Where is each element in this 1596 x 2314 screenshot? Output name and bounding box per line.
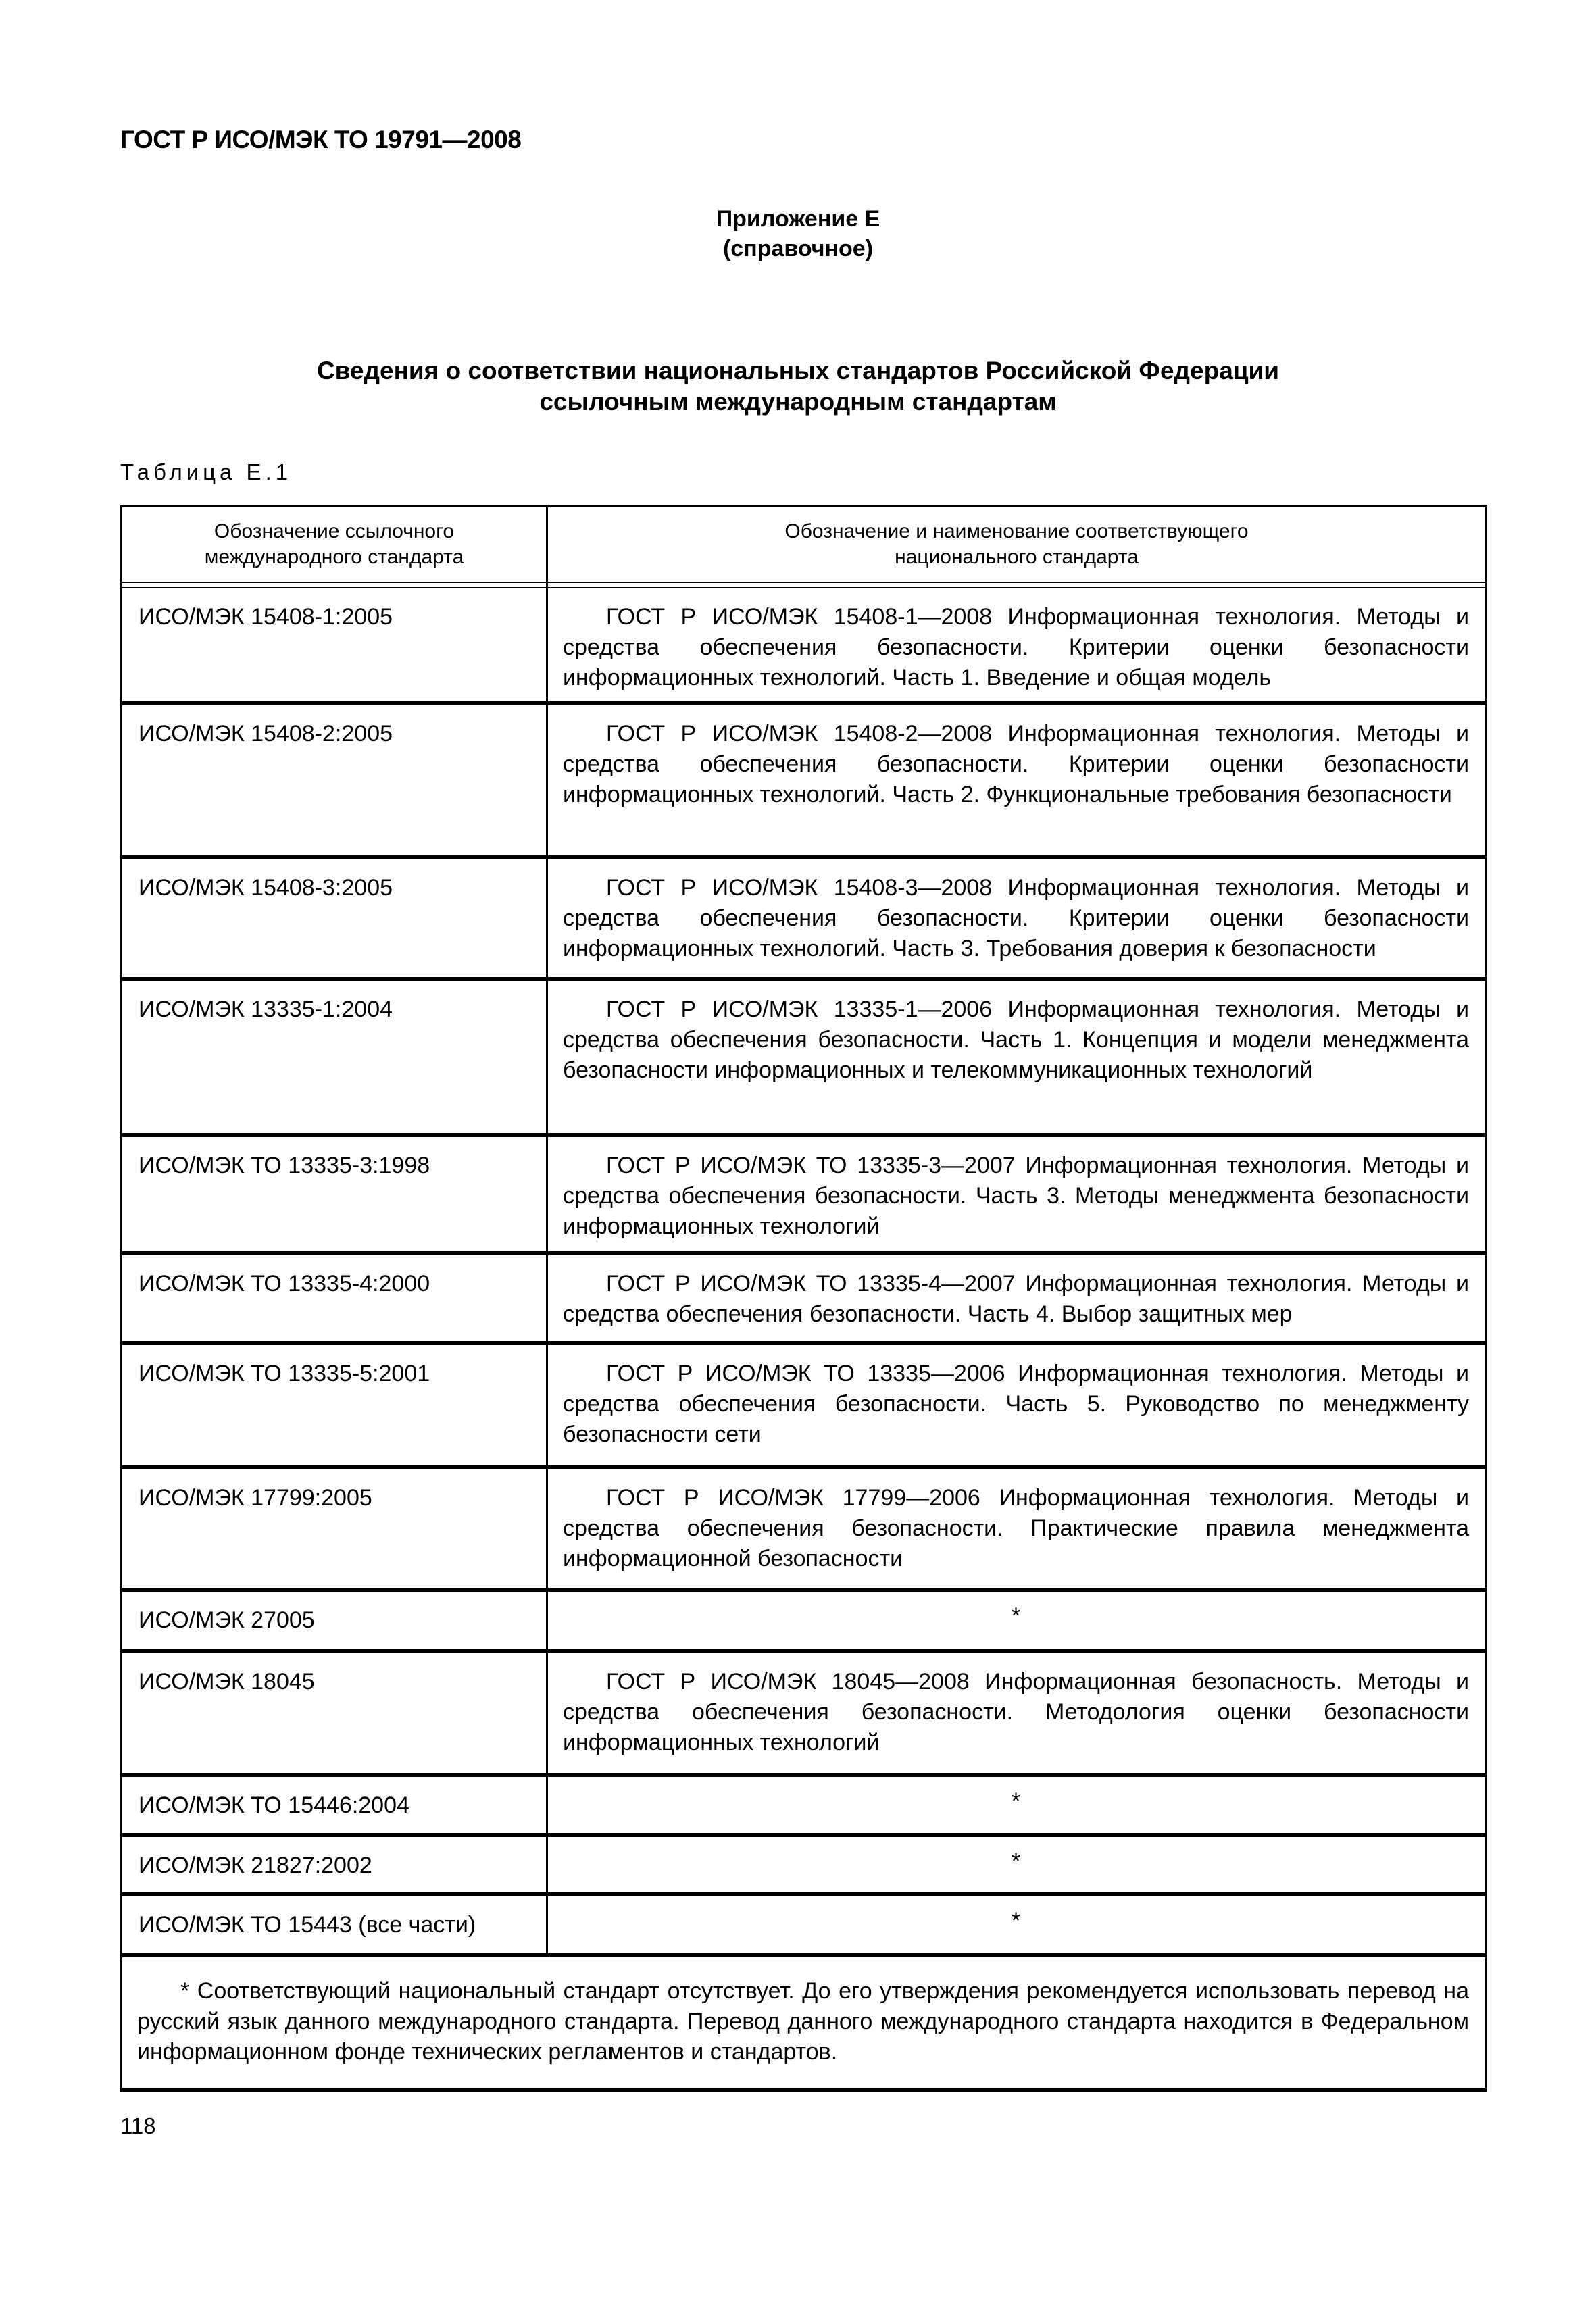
table-row — [122, 857, 1487, 979]
national-standard-cell — [547, 703, 1487, 857]
reference-standard-cell: ИСО/МЭК 27005 — [122, 1590, 547, 1651]
table-row — [122, 979, 1487, 1135]
national-standard-text: ГОСТ Р ИСО/МЭК 15408-2—2008 Информационная технология. Методы и средства обеспечения безопасности. Критерии оценки безопасности информационных технологий. Часть 2. Функциональные требования безопасности — [563, 721, 1469, 807]
table-row — [122, 1135, 1487, 1253]
table-row — [122, 1343, 1487, 1467]
table-row — [122, 1651, 1487, 1775]
header-reference-standard: Обозначение ссылочного международного стандарта — [122, 507, 547, 583]
table-body — [122, 588, 1487, 1955]
table-row — [122, 1775, 1487, 1835]
header-double-rule — [122, 582, 1487, 588]
table-row — [122, 1253, 1487, 1343]
reference-standard-cell: ИСО/МЭК 21827:2002 — [122, 1835, 547, 1894]
national-standard-text: ГОСТ Р ИСО/МЭК 17799—2006 Информационная технология. Методы и средства обеспечения безопасности. Практические правила менеджмента информационной безопасности — [563, 1485, 1469, 1571]
footnote-text: * Соответствующий национальный стандарт отсутствует. До его утверждения рекомендуется использовать перевод на русский язык данного международного стандарта. Перевод данного международного стандарта находится в Федеральном информационном фонде технических регламентов и стандартов. — [137, 1978, 1469, 2065]
national-standard-text: ГОСТ Р ИСО/МЭК 15408-3—2008 Информационная технология. Методы и средства обеспечения безопасности. Критерии оценки безопасности информационных технологий. Часть 3. Требования доверия к безопасности — [563, 875, 1469, 961]
national-standard-cell — [547, 1835, 1487, 1894]
national-standard-text: ГОСТ Р ИСО/МЭК 13335-1—2006 Информационная технология. Методы и средства обеспечения безопасности. Часть 1. Концепция и модели менеджмента безопасности информационных и телекоммуникационных технологий — [563, 997, 1469, 1083]
appendix-type: (справочное) — [722, 236, 874, 261]
reference-standard-cell: ИСО/МЭК 15408-3:2005 — [122, 857, 547, 979]
national-standard-cell — [547, 979, 1487, 1135]
national-standard-cell — [547, 1135, 1487, 1253]
footnote-cell — [122, 1955, 1487, 2090]
national-standard-text: ГОСТ Р ИСО/МЭК 18045—2008 Информационная безопасность. Методы и средства обеспечения безопасности. Методология оценки безопасности информационных технологий — [563, 1669, 1469, 1755]
table-label: Таблица Е.1 — [120, 459, 293, 484]
reference-standard-cell: ИСО/МЭК 18045 — [122, 1651, 547, 1775]
national-standard-cell — [547, 857, 1487, 979]
reference-standard-cell: ИСО/МЭК 15408-2:2005 — [122, 703, 547, 857]
table-row — [122, 1835, 1487, 1894]
reference-standard-cell: ИСО/МЭК 17799:2005 — [122, 1467, 547, 1590]
national-standard-cell — [547, 1894, 1487, 1955]
correspondence-table — [120, 505, 1487, 2092]
reference-standard-cell: ИСО/МЭК ТО 15443 (все части) — [122, 1894, 547, 1955]
national-standard-cell — [547, 1253, 1487, 1343]
table-row — [122, 1467, 1487, 1590]
national-standard-text: ГОСТ Р ИСО/МЭК ТО 13335—2006 Информационная технология. Методы и средства обеспечения безопасности. Часть 5. Руководство по менеджменту безопасности сети — [563, 1361, 1469, 1447]
reference-standard-cell: ИСО/МЭК 13335-1:2004 — [122, 979, 547, 1135]
title-line-2: ссылочным международным стандартам — [539, 388, 1057, 416]
national-standard-cell — [547, 1775, 1487, 1835]
spacer-cell — [122, 582, 547, 588]
national-standard-text: * — [1011, 1603, 1021, 1629]
header-national-standard: Обозначение и наименование соответствующего национального стандарта — [547, 507, 1487, 583]
national-standard-cell — [547, 1343, 1487, 1467]
reference-standard-cell: ИСО/МЭК ТО 13335-3:1998 — [122, 1135, 547, 1253]
title-line-1: Сведения о соответствии национальных стандартов Российской Федерации — [316, 357, 1280, 384]
reference-standard-cell: ИСО/МЭК ТО 13335-4:2000 — [122, 1253, 547, 1343]
reference-standard-cell: ИСО/МЭК ТО 13335-5:2001 — [122, 1343, 547, 1467]
national-standard-cell — [547, 1651, 1487, 1775]
reference-standard-cell: ИСО/МЭК ТО 15446:2004 — [122, 1775, 547, 1835]
national-standard-text: ГОСТ Р ИСО/МЭК ТО 13335-4—2007 Информационная технология. Методы и средства обеспечения безопасности. Часть 4. Выбор защитных мер — [563, 1271, 1469, 1327]
table-row — [122, 588, 1487, 703]
appendix-heading — [0, 204, 1596, 263]
table-header-row — [122, 507, 1487, 583]
table-row — [122, 1894, 1487, 1955]
national-standard-cell — [547, 588, 1487, 703]
footnote-row — [122, 1955, 1487, 2090]
national-standard-text: * — [1011, 1908, 1021, 1934]
table-row — [122, 1590, 1487, 1651]
document-header: ГОСТ Р ИСО/МЭК ТО 19791—2008 — [120, 126, 522, 153]
national-standard-text: ГОСТ Р ИСО/МЭК 15408-1—2008 Информационная технология. Методы и средства обеспечения безопасности. Критерии оценки безопасности информационных технологий. Часть 1. Введение и общая модель — [563, 604, 1469, 690]
national-standard-cell — [547, 1467, 1487, 1590]
national-standard-text: * — [1011, 1788, 1021, 1814]
page-number: 118 — [120, 2113, 156, 2138]
national-standard-cell — [547, 1590, 1487, 1651]
appendix-label: Приложение Е — [716, 206, 880, 232]
national-standard-text: ГОСТ Р ИСО/МЭК ТО 13335-3—2007 Информационная технология. Методы и средства обеспечения безопасности. Часть 3. Методы менеджмента безопасности информационных технологий — [563, 1153, 1469, 1239]
table-row — [122, 703, 1487, 857]
reference-standard-cell: ИСО/МЭК 15408-1:2005 — [122, 588, 547, 703]
national-standard-text: * — [1011, 1848, 1021, 1874]
page-title — [0, 355, 1596, 418]
spacer-cell — [547, 582, 1487, 588]
